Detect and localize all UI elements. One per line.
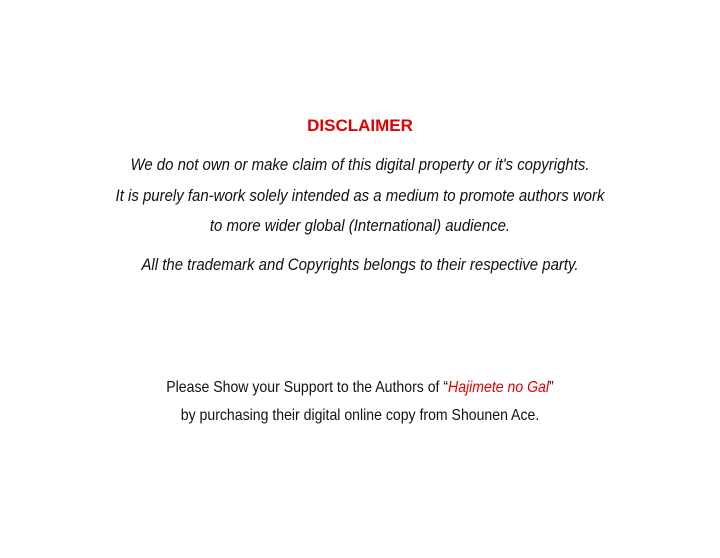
disclaimer-line-purpose: It is purely fan-work solely intended as a medium to promote authors work	[115, 186, 605, 205]
disclaimer-line-ownership: We do not own or make claim of this digital property or it's copyrights.	[130, 155, 590, 174]
support-purchase-line: by purchasing their digital online copy from Shounen Ace.	[180, 407, 540, 424]
manga-title: Hajimete no Gal	[448, 379, 550, 396]
disclaimer-title: DISCLAIMER	[307, 116, 413, 135]
disclaimer-line-audience: to more wider global (International) audience.	[209, 216, 511, 235]
disclaimer-line-trademark: All the trademark and Copyrights belongs to their respective party.	[141, 255, 579, 274]
support-message-line	[43, 379, 677, 397]
support-suffix-text: ”	[549, 379, 554, 396]
support-prefix-text: Please Show your Support to the Authors of “	[166, 379, 449, 396]
